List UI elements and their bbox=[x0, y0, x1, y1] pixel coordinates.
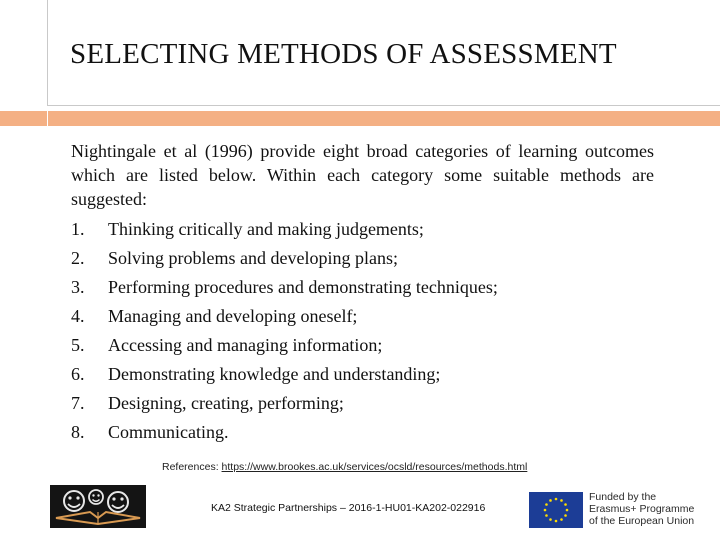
list-item bbox=[71, 331, 654, 360]
accent-band bbox=[0, 111, 720, 126]
references-link[interactable]: https://www.brookes.ac.uk/services/ocsld/resources/methods.html bbox=[221, 461, 528, 473]
list-number: 1. bbox=[71, 219, 85, 239]
funding-line: Erasmus+ Programme bbox=[589, 503, 695, 515]
funding-line: of the European Union bbox=[589, 515, 695, 527]
smiley-faces-logo bbox=[50, 485, 146, 528]
smiley-logo-graphic bbox=[50, 485, 146, 528]
project-code: KA2 Strategic Partnerships – 2016-1-HU01-KA202-022916 bbox=[211, 502, 486, 514]
list-item bbox=[71, 360, 654, 389]
eu-star-icon bbox=[555, 498, 558, 501]
funding-line: Funded by the bbox=[589, 491, 657, 503]
list-text: Designing, creating, performing; bbox=[108, 393, 344, 413]
slide-title: SELECTING METHODS OF ASSESSMENT bbox=[70, 38, 617, 70]
list-text: Performing procedures and demonstrating techniques; bbox=[108, 277, 498, 297]
list-text: Demonstrating knowledge and understanding; bbox=[108, 364, 441, 384]
list-text: Accessing and managing information; bbox=[108, 335, 383, 355]
eu-star-icon bbox=[566, 509, 569, 512]
eu-star-icon bbox=[549, 518, 552, 521]
list-number: 3. bbox=[71, 277, 85, 297]
list-item bbox=[71, 418, 654, 447]
list-number: 5. bbox=[71, 335, 85, 355]
list-item bbox=[71, 302, 654, 331]
list-text: Communicating. bbox=[108, 422, 229, 442]
references-line bbox=[162, 461, 527, 473]
list-number: 8. bbox=[71, 422, 85, 442]
funding-statement bbox=[589, 491, 694, 527]
list-item bbox=[71, 244, 654, 273]
list-number: 4. bbox=[71, 306, 85, 326]
list-text: Managing and developing oneself; bbox=[108, 306, 358, 326]
eu-star-icon bbox=[560, 518, 563, 521]
list-text: Thinking critically and making judgements; bbox=[108, 219, 424, 239]
eu-star-icon bbox=[544, 509, 547, 512]
eu-stars-graphic bbox=[529, 492, 583, 528]
list-number: 7. bbox=[71, 393, 85, 413]
list-item bbox=[71, 215, 654, 244]
outcome-list bbox=[71, 215, 654, 447]
eu-star-icon bbox=[549, 499, 552, 502]
list-item bbox=[71, 273, 654, 302]
eu-star-icon bbox=[564, 514, 567, 517]
intro-paragraph: Nightingale et al (1996) provide eight broad categories of learning outcomes which are listed below. Within each category some suitable methods are suggested: bbox=[71, 141, 654, 209]
eu-star-icon bbox=[545, 514, 548, 517]
list-item bbox=[71, 389, 654, 418]
eu-star-icon bbox=[560, 499, 563, 502]
slide-body bbox=[71, 139, 654, 447]
references-label: References: bbox=[162, 461, 219, 473]
eu-flag-icon bbox=[529, 492, 583, 528]
eu-star-icon bbox=[545, 503, 548, 506]
list-text: Solving problems and developing plans; bbox=[108, 248, 398, 268]
eu-star-icon bbox=[564, 503, 567, 506]
list-number: 2. bbox=[71, 248, 85, 268]
band-divider bbox=[47, 111, 48, 126]
list-number: 6. bbox=[71, 364, 85, 384]
eu-star-icon bbox=[555, 520, 558, 523]
